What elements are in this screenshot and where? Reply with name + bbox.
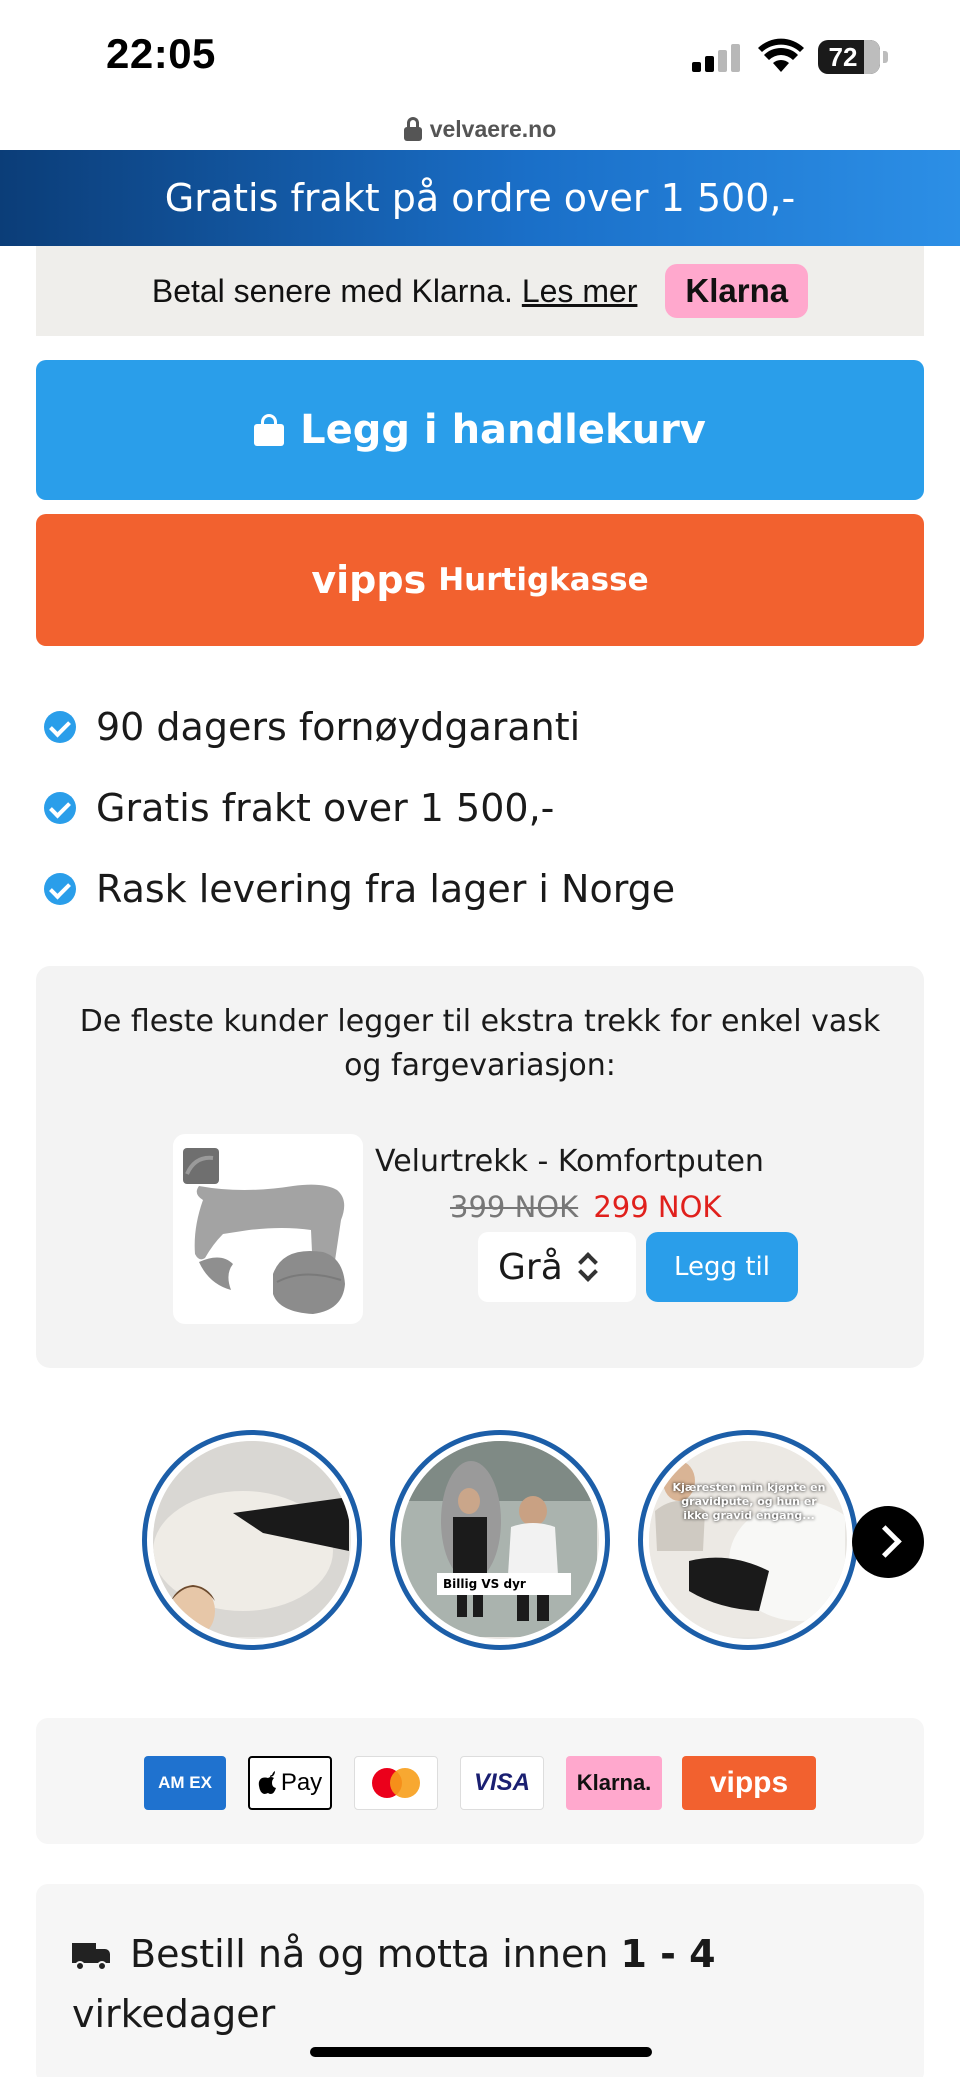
klarna-logo: Klarna: [665, 264, 808, 318]
visa-logo: VISA: [460, 1756, 544, 1810]
vipps-logo: vipps: [682, 1756, 816, 1810]
price-sale: 299 NOK: [593, 1190, 722, 1224]
add-to-cart-label: Legg i handlekurv: [300, 407, 706, 453]
story-thumbnail: [649, 1441, 847, 1639]
announcement-bar: [0, 150, 960, 246]
video-stories-carousel: [0, 1430, 960, 1652]
apple-pay-text: Pay: [280, 1769, 323, 1796]
battery-icon: [818, 40, 888, 74]
klarna-message: [152, 273, 638, 310]
apple-icon: [258, 1771, 278, 1795]
url-text: velvaere.no: [429, 115, 557, 142]
check-circle-icon: [44, 792, 76, 824]
cellular-signal-icon: [692, 42, 742, 72]
check-circle-icon: [44, 873, 76, 905]
delivery-text-before: Bestill nå og motta innen: [130, 1932, 609, 1976]
delivery-range: 1 - 4: [620, 1932, 716, 1976]
shopping-bag-icon: [254, 414, 284, 446]
delivery-text: [72, 1924, 832, 2044]
story-video-1[interactable]: [142, 1430, 362, 1650]
benefit-text: 90 dagers fornøydgaranti: [96, 704, 581, 749]
color-variant-select[interactable]: [478, 1232, 636, 1302]
story-caption: Billig VS dyr: [437, 1573, 571, 1595]
status-time: 22:05: [106, 30, 216, 77]
lock-icon: [404, 117, 422, 141]
benefit-text: Rask levering fra lager i Norge: [96, 866, 676, 911]
benefit-item: [44, 848, 924, 929]
klarna-read-more-link[interactable]: Les mer: [521, 272, 638, 309]
home-indicator[interactable]: [310, 2047, 652, 2057]
benefit-item: [44, 767, 924, 848]
upsell-add-button[interactable]: Legg til: [646, 1232, 798, 1302]
mastercard-logo: [354, 1756, 438, 1810]
truck-icon: [72, 1943, 112, 1971]
benefit-item: [44, 686, 924, 767]
story-caption: Kjæresten min kjøpte en gravidpute, og hun er ikke gravid engang...: [672, 1481, 826, 1522]
check-circle-icon: [44, 711, 76, 743]
delivery-text-after: virkedager: [72, 1992, 276, 2036]
upsell-box: [36, 966, 924, 1368]
klarna-logo: Klarna.: [566, 1756, 662, 1810]
chevron-up-down-icon: [577, 1250, 597, 1284]
announcement-text: Gratis frakt på ordre over 1 500,-: [164, 176, 796, 220]
address-bar[interactable]: [0, 110, 960, 148]
battery-level: 72: [828, 42, 858, 72]
carousel-next-button[interactable]: [852, 1506, 924, 1578]
variant-value: Grå: [498, 1246, 563, 1288]
story-video-2[interactable]: [390, 1430, 610, 1650]
benefit-text: Gratis frakt over 1 500,-: [96, 785, 555, 830]
upsell-product-image[interactable]: [173, 1134, 363, 1324]
upsell-product-title[interactable]: Velurtrekk - Komfortputen: [375, 1144, 764, 1179]
vipps-logo: vipps: [311, 558, 427, 602]
story-video-3[interactable]: [638, 1430, 858, 1650]
story-thumbnail: [153, 1441, 351, 1639]
add-to-cart-button[interactable]: [36, 360, 924, 500]
wifi-icon: [758, 38, 804, 74]
apple-pay-logo: [248, 1756, 332, 1810]
payment-methods: [36, 1718, 924, 1844]
klarna-text: Betal senere med Klarna.: [151, 272, 513, 309]
vipps-checkout-label: Hurtigkasse: [438, 562, 649, 598]
status-bar: [0, 0, 960, 112]
upsell-heading: De fleste kunder legger til ekstra trekk for enkel vask og fargevariasjon:: [79, 1004, 881, 1083]
amex-logo: AM EX: [144, 1756, 226, 1810]
klarna-banner: [36, 246, 924, 336]
price-original: 399 NOK: [450, 1190, 579, 1224]
story-thumbnail: [401, 1441, 599, 1639]
vipps-express-checkout-button[interactable]: [36, 514, 924, 646]
upsell-price: [450, 1190, 721, 1224]
benefits-list: [44, 686, 924, 929]
